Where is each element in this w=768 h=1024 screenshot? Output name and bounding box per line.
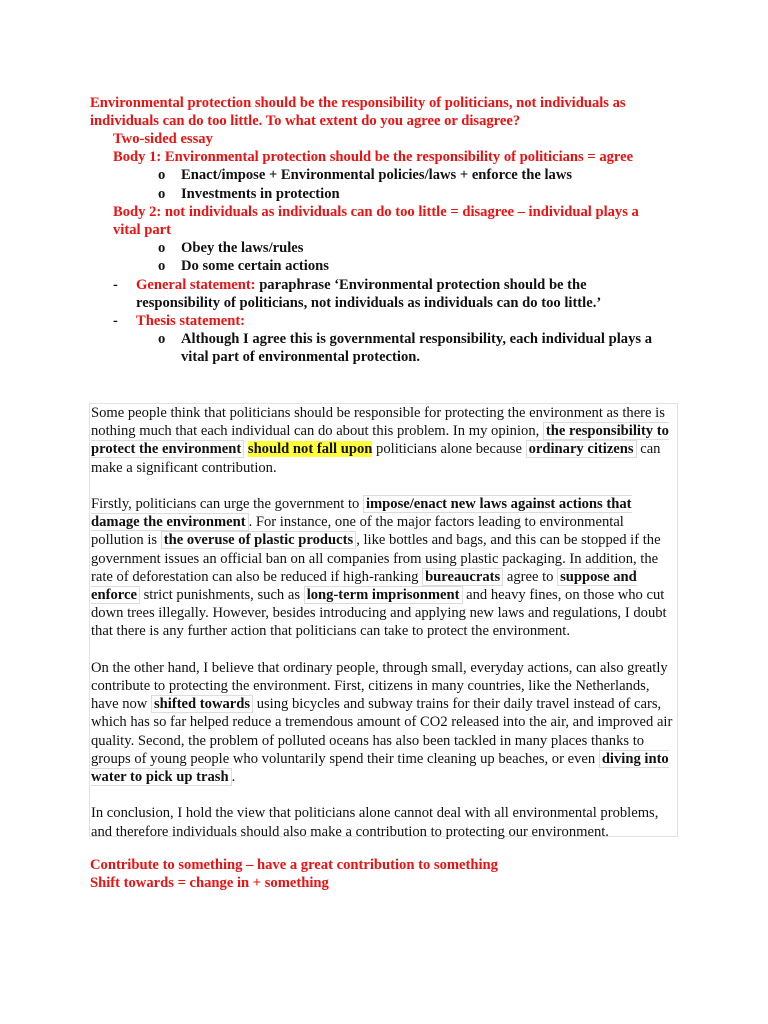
outline — [90, 130, 680, 367]
text: strict punishments, such as — [139, 587, 304, 604]
highlight-should-not-fall-upon: should not fall upon — [247, 441, 373, 458]
phrase-diving: diving into water to pick up trash — [91, 750, 669, 786]
essay-conclusion: In conclusion, I hold the view that politicians alone cannot deal with all environmental problems, and therefore individuals should also make a contribution to protecting our environment. — [91, 805, 659, 840]
text: can make a significant contribution. — [91, 441, 661, 476]
body1-heading: Body 1: Environmental protection should be the responsibility of politicians = agree — [113, 149, 634, 166]
thesis-point-text: vital part of environmental protection. — [181, 349, 421, 366]
dash-marker: - — [113, 313, 118, 330]
phrase-long-term: long-term imprisonment — [304, 586, 463, 604]
question-line: individuals can do too little. To what extent do you agree or disagree? — [90, 113, 521, 130]
phrase-responsibility: the responsibility to protect the environment — [91, 423, 669, 458]
thesis-point-text: Although I agree this is governmental responsibility, each individual plays a — [181, 331, 652, 348]
text: Some people think that politicians should be responsible for protecting the environment as there is nothing much that each individual can do about this problem. In my opinion, — [91, 405, 665, 440]
body2-point-text: Obey the laws/rules — [181, 240, 304, 257]
phrase-shifted-towards: shifted towards — [151, 695, 253, 713]
essay-question — [90, 94, 680, 130]
bullet-marker: o — [158, 185, 166, 202]
essay-body2 — [91, 659, 676, 786]
body2-point — [90, 257, 680, 275]
general-statement-cont — [90, 294, 680, 312]
bullet-marker: o — [158, 167, 166, 184]
body1-point — [90, 166, 680, 184]
text: . For instance, one of the major factors leading to environmental pollution is — [91, 514, 624, 549]
essay-box — [89, 403, 678, 840]
note-line: Contribute to something – have a great contribution to something — [90, 857, 498, 873]
text: politicians alone because — [372, 441, 526, 458]
phrase-bureaucrats: bureaucrats — [422, 568, 503, 586]
general-statement — [90, 276, 680, 294]
bullet-marker: o — [158, 331, 166, 348]
text: , like bottles and bags, and this can be stopped if the government issues an official ban on all companies from using plastic packaging. In addition, the rate of deforestation can also be reduced if high-ranking — [91, 532, 661, 585]
general-statement-label: General statement: — [136, 276, 256, 293]
text: Firstly, politicians can urge the government to — [91, 496, 363, 512]
text: agree to — [503, 568, 558, 585]
bullet-marker: o — [158, 240, 166, 257]
thesis-statement — [90, 312, 680, 330]
phrase-overuse: the overuse of plastic products — [161, 531, 356, 549]
vocabulary-notes — [90, 856, 680, 892]
essay-intro — [91, 404, 676, 477]
bullet-marker: o — [158, 258, 166, 275]
essay-type: Two-sided essay — [113, 131, 213, 147]
body2-heading: Body 2: not individuals as individuals can do too little = disagree – individual plays a — [113, 203, 639, 220]
text: On the other hand, I believe that ordinary people, through small, everyday actions, can also greatly contribute to protecting the environment. First, citizens in many countries, like the Netherlands, have now — [91, 659, 668, 713]
thesis-statement-label: Thesis statement: — [136, 313, 246, 330]
general-statement-text: responsibility of politicians, not individuals as individuals can do too little.’ — [136, 294, 602, 311]
phrase-impose-enact: impose/enact new laws against actions that damage the environment — [91, 496, 632, 531]
general-statement-text: paraphrase ‘Environmental protection should be the — [255, 276, 587, 293]
text: . — [231, 769, 236, 786]
body1-point-text: Enact/impose + Environmental policies/laws + enforce the laws — [181, 167, 573, 184]
text: using bicycles and subway trains for their daily travel instead of cars, which has so far helped reduce a tremendous amount of CO2 released into the air, and improved air quality. Second, the problem of polluted oceans has also been tackled in many places thanks to groups of young people who voluntarily spend their time cleaning up beaches, or even — [91, 696, 673, 767]
phrase-ordinary-citizens: ordinary citizens — [526, 440, 637, 458]
body1-point-text: Investments in protection — [181, 185, 340, 202]
dash-marker: - — [113, 276, 118, 293]
body2-point-text: Do some certain actions — [181, 258, 329, 275]
body2-point — [90, 239, 680, 257]
thesis-point — [90, 330, 680, 348]
note-line: Shift towards = change in + something — [90, 875, 329, 892]
thesis-point-cont — [90, 348, 680, 366]
body2-heading: vital part — [113, 222, 171, 239]
body1-point — [90, 185, 680, 203]
essay-body1 — [91, 495, 676, 641]
phrase-suppose-enforce: suppose and enforce — [91, 568, 637, 604]
question-line: Environmental protection should be the responsibility of politicians, not individuals as — [90, 95, 626, 111]
text: and heavy fines, on those who cut down trees illegally. However, besides introducing and applying new laws and regulations, I doubt that there is any further action that politicians can take to protect the environment. — [91, 587, 667, 640]
